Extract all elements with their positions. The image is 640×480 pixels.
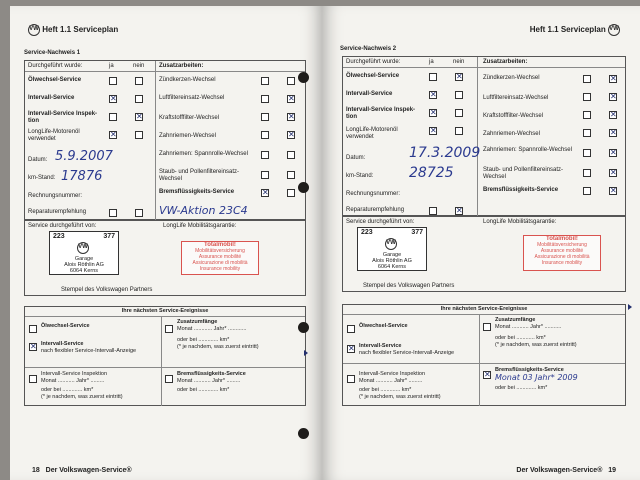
ev-brems-date: Monat 03 Jahr* 2009 xyxy=(495,373,578,382)
checkbox[interactable]: ✕ xyxy=(610,110,617,119)
row-label: Intervall-Service xyxy=(346,91,393,97)
checkbox[interactable]: ✕ xyxy=(610,186,617,195)
left-section-title: Service-Nachweis 1 xyxy=(24,50,81,56)
checkbox[interactable] xyxy=(165,375,173,383)
checkbox[interactable]: ✕ xyxy=(110,94,117,103)
stempel-label: Stempel des Volkswagen Partners xyxy=(363,283,455,289)
left-footer: 18 Der Volkswagen-Service® xyxy=(32,467,132,474)
checkbox[interactable] xyxy=(583,129,591,137)
checkbox[interactable]: ✕ xyxy=(610,74,617,83)
garantie-label: LongLife Mobilitätsgarantie: xyxy=(483,219,557,225)
ev-monat: Monat ........... Jahr* ........... xyxy=(495,324,562,330)
checkbox[interactable] xyxy=(347,325,355,333)
extra-label: Staub- und Pollenfiltereinsatz-Wechsel xyxy=(483,167,564,180)
ev-sub: nach flexibler Service-Intervall-Anzeige xyxy=(41,348,137,354)
left-header xyxy=(28,24,118,36)
ev-note: (* je nachdem, was zuerst eintritt) xyxy=(359,394,441,400)
ev-label: Bremsflüssigkeits-Service xyxy=(177,371,246,377)
stempel-label: Stempel des Volkswagen Partners xyxy=(61,287,153,293)
extra-label: Zahnriemen-Wechsel xyxy=(159,133,216,139)
checkbox[interactable] xyxy=(287,151,295,159)
checkbox[interactable] xyxy=(261,77,269,85)
rechnung-label: Rechnungsnummer: xyxy=(28,193,83,199)
reparatur-label: Reparaturempfehlung xyxy=(28,209,87,215)
next-title: Ihre nächsten Service-Ereignisse xyxy=(440,306,528,312)
punch-hole xyxy=(298,182,309,193)
row-label: Intervall-Service Inspek-tion xyxy=(346,107,416,120)
ev-oder: oder bei ............. km* xyxy=(177,387,230,393)
col-done: Durchgeführt wurde: xyxy=(28,63,83,69)
checkbox[interactable] xyxy=(109,77,117,85)
km-label: km-Stand: xyxy=(346,173,374,179)
checkbox[interactable]: ✕ xyxy=(430,108,437,117)
checkbox[interactable] xyxy=(261,113,269,121)
checkbox[interactable]: ✕ xyxy=(610,92,617,101)
checkbox[interactable]: ✕ xyxy=(288,130,295,139)
checkbox[interactable] xyxy=(429,207,437,215)
checkbox[interactable]: ✕ xyxy=(484,370,491,379)
ev-note: (* je nachdem, was zuerst eintritt) xyxy=(41,394,123,400)
datum-value: 17.3.2009 xyxy=(409,145,481,161)
checkbox[interactable] xyxy=(455,109,463,117)
stamp-number: 223 xyxy=(361,229,373,236)
ev-oder: oder bei ............. km* xyxy=(177,337,230,343)
col-nein: nein xyxy=(453,59,465,65)
extra-label: Staub- und Pollenfiltereinsatz-Wechsel xyxy=(159,169,240,182)
col-done: Durchgeführt wurde: xyxy=(346,59,401,65)
ev-sub: nach flexibler Service-Intervall-Anzeige xyxy=(359,350,455,356)
vw-logo-icon: VW xyxy=(608,24,620,36)
right-next-events xyxy=(342,304,626,406)
datum-label: Datum: xyxy=(28,157,48,163)
ev-monat: Monat ........... Jahr* ......... xyxy=(177,378,241,384)
km-label: km-Stand: xyxy=(28,175,56,181)
durch-label: Service durchgeführt von: xyxy=(346,219,415,225)
stamp-number: 223 xyxy=(53,233,65,240)
row-label: Ölwechsel-Service xyxy=(28,77,82,83)
checkbox[interactable]: ✕ xyxy=(456,72,463,81)
row-label: Ölwechsel-Service xyxy=(346,73,400,79)
ev-monat: Monat ........... Jahr* ......... xyxy=(41,378,105,384)
checkbox[interactable] xyxy=(261,171,269,179)
extra-label: Bremsflüssigkeits-Service xyxy=(159,189,235,195)
vw-logo-icon: VW xyxy=(385,238,397,250)
right-header xyxy=(530,24,620,36)
row-label: Intervall-Service xyxy=(28,95,75,101)
vw-logo-icon: VW xyxy=(77,242,89,254)
checkbox[interactable]: ✕ xyxy=(262,188,269,197)
row-label: LongLife-Motorenöl verwendet xyxy=(28,129,80,142)
left-next-events xyxy=(24,306,306,406)
ev-label: Intervall-Service xyxy=(359,343,402,349)
checkbox[interactable] xyxy=(455,127,463,135)
checkbox[interactable] xyxy=(347,375,355,383)
km-value: 28725 xyxy=(409,165,454,181)
mobility-stamp: Totalmobil! Mobilitätsversicherung Assurance mobilité Assicurazione di mobilità Insurance mobility xyxy=(181,241,259,275)
ev-oder: oder bei ............. km* xyxy=(41,387,94,393)
ev-oder: oder bei ............. km* xyxy=(495,385,548,391)
checkbox[interactable]: ✕ xyxy=(110,130,117,139)
rechnung-label: Rechnungsnummer: xyxy=(346,191,401,197)
checkbox[interactable] xyxy=(583,93,591,101)
checkbox[interactable] xyxy=(483,323,491,331)
checkbox[interactable] xyxy=(287,77,295,85)
checkbox[interactable] xyxy=(29,375,37,383)
ev-label: Zusatzumfänge xyxy=(177,319,218,325)
col-extra: Zusatzarbeiten: xyxy=(483,59,528,65)
checkbox[interactable]: ✕ xyxy=(288,94,295,103)
right-service-grid xyxy=(342,56,626,216)
checkbox[interactable]: ✕ xyxy=(610,148,617,157)
checkbox[interactable]: ✕ xyxy=(348,344,355,353)
right-footer: Der Volkswagen-Service® 19 xyxy=(516,467,616,474)
ev-label: Intervall-Service xyxy=(41,341,84,347)
punch-hole xyxy=(298,322,309,333)
datum-value: 5.9.2007 xyxy=(55,149,113,164)
checkbox[interactable] xyxy=(135,209,143,217)
extra-label: Zahnriemen: Spannrolle-Wechsel xyxy=(159,151,248,157)
service-booklet xyxy=(4,0,640,480)
checkbox[interactable] xyxy=(109,113,117,121)
extra-label: Bremsflüssigkeits-Service xyxy=(483,187,559,193)
extra-label: Zahnriemen-Wechsel xyxy=(483,131,540,137)
checkbox[interactable]: ✕ xyxy=(610,128,617,137)
punch-hole xyxy=(298,428,309,439)
checkbox[interactable] xyxy=(135,95,143,103)
aktion-note: VW-Aktion 23C4 xyxy=(159,204,248,217)
checkbox[interactable] xyxy=(287,171,295,179)
right-stamp-area xyxy=(342,216,626,292)
left-service-grid xyxy=(24,60,306,220)
left-header-title: Heft 1.1 Serviceplan xyxy=(42,25,119,35)
left-page xyxy=(10,6,322,480)
ev-monat: Monat ............ Jahr* ............ xyxy=(177,326,247,332)
checkbox[interactable]: ✕ xyxy=(610,168,617,177)
vw-logo-icon: VW xyxy=(28,24,40,36)
stamp-number: 377 xyxy=(103,233,115,240)
ev-oder: oder bei ............. km* xyxy=(359,387,412,393)
ev-label: Bremsflüssigkeits-Service xyxy=(495,367,564,373)
checkbox[interactable]: ✕ xyxy=(136,112,143,121)
ev-note: (* je nachdem, was zuerst eintritt) xyxy=(177,344,259,350)
right-section-title: Service-Nachweis 2 xyxy=(340,46,397,52)
col-ja: ja xyxy=(109,63,114,69)
garage-stamp: 223 377 VW Garage Alois Röthlin AG 6064 Kerns xyxy=(357,227,427,271)
checkbox[interactable]: ✕ xyxy=(456,206,463,215)
garage-stamp: 223 377 VW Garage Alois Röthlin AG 6064 Kerns xyxy=(49,231,119,275)
ev-label: Zusatzumfänge xyxy=(495,317,536,323)
km-value: 17876 xyxy=(61,169,103,184)
extra-label: Luftfiltereinsatz-Wechsel xyxy=(483,95,549,101)
right-header-title: Heft 1.1 Serviceplan xyxy=(529,25,606,35)
arrow-right-icon xyxy=(628,304,632,310)
extra-label: Luftfiltereinsatz-Wechsel xyxy=(159,95,225,101)
extra-label: Zahnriemen: Spannrolle-Wechsel xyxy=(483,147,572,153)
checkbox[interactable] xyxy=(135,77,143,85)
checkbox[interactable] xyxy=(583,111,591,119)
checkbox[interactable] xyxy=(455,91,463,99)
right-page xyxy=(322,6,640,480)
col-ja: ja xyxy=(429,59,434,65)
checkbox[interactable] xyxy=(261,131,269,139)
checkbox[interactable]: ✕ xyxy=(288,112,295,121)
extra-label: Zündkerzen-Wechsel xyxy=(159,77,216,83)
ev-oder: oder bei ............ km* xyxy=(495,335,546,341)
reparatur-label: Reparaturempfehlung xyxy=(346,207,405,213)
checkbox[interactable] xyxy=(583,75,591,83)
checkbox[interactable]: ✕ xyxy=(30,342,37,351)
checkbox[interactable] xyxy=(583,149,591,157)
checkbox[interactable] xyxy=(583,187,591,195)
checkbox[interactable] xyxy=(261,95,269,103)
mobility-stamp: Totalmobil! Mobilitätsversicherung Assurance mobilité Assicurazione di mobilità Insurance mobility xyxy=(523,235,601,271)
punch-hole xyxy=(298,72,309,83)
checkbox[interactable] xyxy=(29,325,37,333)
checkbox[interactable] xyxy=(135,131,143,139)
extra-label: Kraftstofffilter-Wechsel xyxy=(483,113,544,119)
stamp-number: 377 xyxy=(411,229,423,236)
checkbox[interactable]: ✕ xyxy=(430,126,437,135)
checkbox[interactable] xyxy=(261,151,269,159)
row-label: LongLife-Motorenöl verwendet xyxy=(346,127,398,140)
ev-label: Intervall-Service Inspektion xyxy=(359,371,426,377)
checkbox[interactable] xyxy=(287,189,295,197)
garantie-label: LongLife Mobilitätsgarantie: xyxy=(163,223,237,229)
datum-label: Datum: xyxy=(346,155,366,161)
ev-label: Ölwechsel-Service xyxy=(41,323,90,329)
checkbox[interactable]: ✕ xyxy=(430,90,437,99)
next-title: Ihre nächsten Service-Ereignisse xyxy=(121,308,209,314)
row-label: Intervall-Service Inspek-tion xyxy=(28,111,98,124)
col-nein: nein xyxy=(133,63,145,69)
extra-label: Kraftstofffilter-Wechsel xyxy=(159,115,220,121)
left-stamp-area xyxy=(24,220,306,296)
checkbox[interactable] xyxy=(109,209,117,217)
arrow-right-icon xyxy=(304,350,308,356)
ev-label: Ölwechsel-Service xyxy=(359,323,408,329)
ev-note: (* je nachdem, was zuerst eintritt) xyxy=(495,342,577,348)
checkbox[interactable] xyxy=(583,169,591,177)
extra-label: Zündkerzen-Wechsel xyxy=(483,75,540,81)
checkbox[interactable] xyxy=(429,73,437,81)
durch-label: Service durchgeführt von: xyxy=(28,223,97,229)
checkbox[interactable] xyxy=(165,325,173,333)
ev-label: Intervall-Service Inspektion xyxy=(41,371,108,377)
col-extra: Zusatzarbeiten: xyxy=(159,63,204,69)
ev-monat: Monat ........... Jahr* ......... xyxy=(359,378,423,384)
